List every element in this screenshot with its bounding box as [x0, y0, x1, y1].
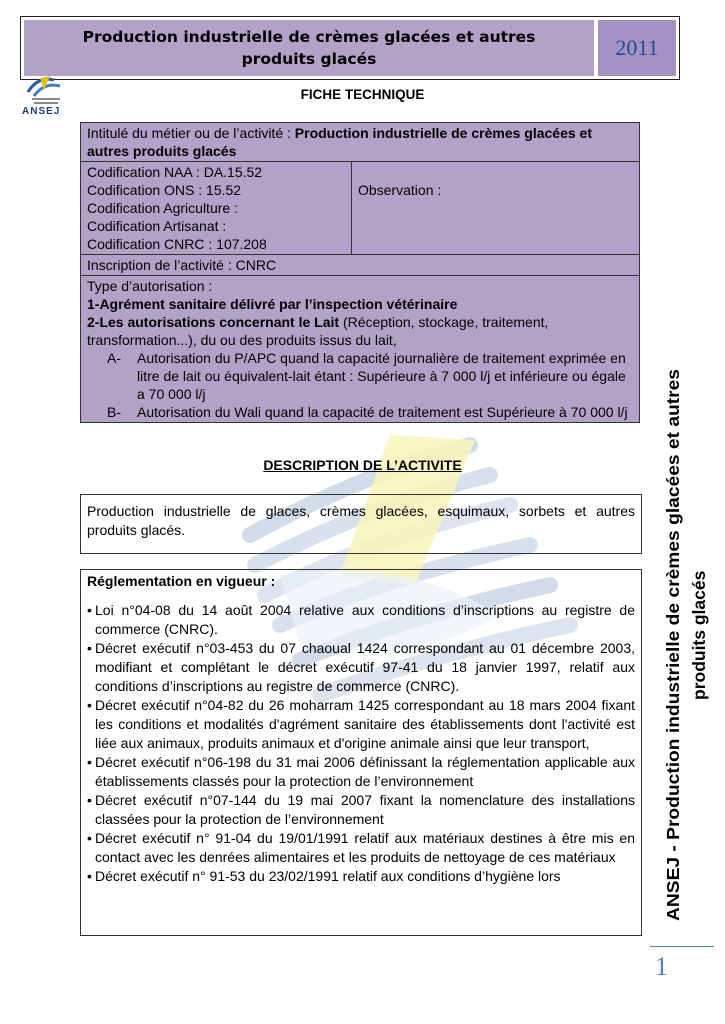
list-item-text: Décret exécutif n°04-82 du 26 moharram 1425 correspondant au 18 mars 2004 fixant les conditions et modalités d'agrément sanitaire des établissements dont l'activité est liée aux animaux, produits animaux et d'origine animale ainsi que leur transport, — [95, 697, 635, 751]
page-number: 1 — [655, 952, 668, 981]
reglementation-box — [80, 569, 642, 936]
codification-cell — [81, 162, 352, 255]
autorisation-item-2-bold: 2-Les autorisations concernant le Lait — [87, 314, 340, 330]
autorisation-item-1: 1-Agrément sanitaire délivré par l’inspection vétérinaire — [87, 296, 458, 312]
observation-label: Observation : — [358, 182, 442, 198]
autorisation-cell — [81, 276, 640, 423]
logo-text: ANSEJ — [22, 106, 61, 117]
autorisation-subitem-b — [87, 403, 633, 421]
list-item-text: Décret exécutif n° 91-04 du 19/01/1991 relatif aux matériaux destines à être mis en contact avec les denrées alimentaires et les produits de nettoyage de ces matériaux — [95, 830, 635, 865]
list-item-text: Loi n°04-08 du 14 août 2004 relative aux conditions d’inscriptions au registre de commerce (CNRC). — [95, 602, 635, 637]
list-item: • Loi n°04-08 du 14 août 2004 relative aux conditions d’inscriptions au registre de commerce (CNRC). — [87, 602, 635, 637]
reglementation-title: Réglementation en vigueur : — [87, 573, 276, 589]
description-box — [80, 494, 642, 554]
observation-cell — [352, 162, 640, 255]
description-text: Production industrielle de glaces, crèmes glacées, esquimaux, sorbets et autres produits glacés. — [87, 503, 635, 538]
subitem-marker: A- — [107, 350, 121, 366]
list-item: • Décret exécutif n°03-453 du 07 chaoual 1424 correspondant au 01 décembre 2003, modifiant et complétant le décret exécutif 97-41 du 18 janvier 1997, relatif aux conditions d’inscriptions au registre de commerce (CNRC). — [87, 640, 635, 694]
side-title-line-1: ANSEJ - Production industrielle de crèmes glacées et autres — [663, 418, 683, 921]
list-item: • Décret exécutif n°04-82 du 26 moharram 1425 correspondant au 18 mars 2004 fixant les conditions et modalités d'agrément sanitaire des établissements dont l'activité est liée aux animaux, produits animaux et d'origine animale ainsi que leur transport, — [87, 697, 635, 751]
list-item: • Décret exécutif n° 91-04 du 19/01/1991 relatif aux matériaux destines à être mis en contact avec les denrées alimentaires et les produits de nettoyage de ces matériaux — [87, 830, 635, 865]
intitule-label: Intitulé du métier ou de l’activité : — [87, 125, 295, 141]
codification-cnrc: Codification CNRC : 107.208 — [87, 236, 267, 252]
page-header — [20, 16, 680, 80]
autorisation-item-2 — [87, 313, 633, 349]
fiche-title: FICHE TECHNIQUE — [300, 87, 425, 102]
subitem-text: Autorisation du Wali quand la capacité de traitement est Supérieure à 70 000 l/j — [137, 404, 628, 420]
header-title: Production industrielle de crèmes glacées et autres produits glacés — [82, 28, 536, 68]
codification-naa: Codification NAA : DA.15.52 — [87, 164, 263, 180]
list-item-text: Décret exécutif n°06-198 du 31 mai 2006 définissant la réglementation applicable aux établissements classés pour la protection de l’environnement — [95, 754, 635, 789]
side-title — [655, 365, 715, 925]
list-item-text: Décret exécutif n°03-453 du 07 chaoual 1424 correspondant au 01 décembre 2003, modifiant et complétant le décret exécutif 97-41 du 18 janvier 1997, relatif aux conditions d’inscriptions au registre de commerce (CNRC). — [95, 640, 635, 694]
codification-artisanat: Codification Artisanat : — [87, 218, 227, 234]
list-item: • Décret exécutif n°07-144 du 19 mai 2007 fixant la nomenclature des installations classées pour la protection de l’environnement — [87, 792, 635, 827]
header-title-box — [24, 20, 594, 76]
header-year: 2011 — [615, 35, 659, 60]
reglementation-list — [87, 601, 635, 886]
info-table — [80, 122, 640, 423]
inscription-text: Inscription de l’activité : CNRC — [87, 257, 277, 273]
header-year-box — [598, 20, 676, 76]
autorisation-sublist — [87, 349, 633, 421]
list-item-text: Décret exécutif n° 91-53 du 23/02/1991 relatif aux conditions d’hygiène lors — [95, 868, 561, 884]
list-item-text: Décret exécutif n°07-144 du 19 mai 2007 fixant la nomenclature des installations classées pour la protection de l’environnement — [95, 792, 635, 827]
autorisation-subitem-a — [87, 349, 633, 403]
intitule-value: Production industrielle de crèmes glacées et autres produits glacés — [87, 125, 592, 159]
codification-agriculture: Codification Agriculture : — [87, 200, 238, 216]
intitule-cell — [81, 123, 640, 162]
autorisation-item-2-rest: (Réception, stockage, traitement, transformation...), du ou des produits issus du lait, — [87, 314, 549, 348]
description-title: DESCRIPTION DE L’ACTIVITE — [263, 457, 462, 473]
autorisation-title: Type d’autorisation : — [87, 278, 213, 294]
codification-ons: Codification ONS : 15.52 — [87, 182, 242, 198]
list-item: • Décret exécutif n°06-198 du 31 mai 2006 définissant la réglementation applicable aux établissements classés pour la protection de l’environnement — [87, 754, 635, 789]
inscription-cell — [81, 255, 640, 276]
subitem-text: Autorisation du P/APC quand la capacité journalière de traitement exprimée en litre de lait ou équivalent-lait étant : Supérieure à 7 000 l/j et inférieure ou égale a 70 000 l/j — [137, 350, 626, 402]
subitem-marker: B- — [107, 404, 121, 420]
list-item: • Décret exécutif n° 91-53 du 23/02/1991 relatif aux conditions d’hygiène lors — [87, 868, 561, 884]
footer-divider — [650, 946, 714, 947]
side-title-line-2: produits glacés — [689, 570, 709, 700]
